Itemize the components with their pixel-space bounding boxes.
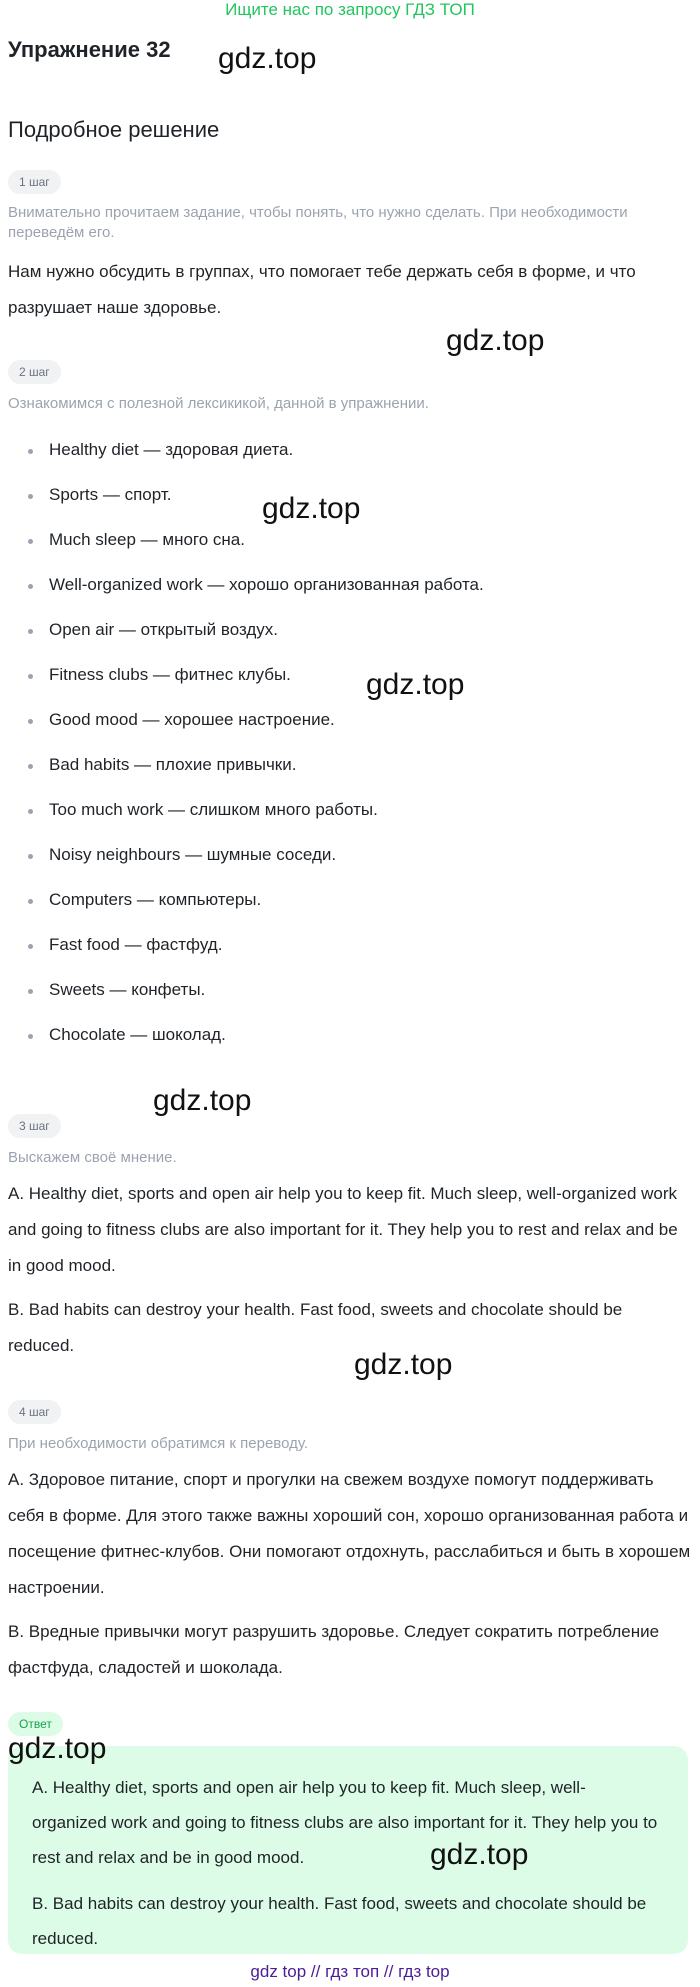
list-item: Sweets — конфеты. <box>8 978 692 1023</box>
step-badge <box>8 360 61 384</box>
watermark-logo: gdz.top <box>354 1348 453 1381</box>
step-4-paragraph-b: B. Вредные привычки могут разрушить здоровье. Следует сократить потребление фастфуда, сладостей и шоколада. <box>8 1622 660 1677</box>
watermark-logo: gdz.top <box>446 324 545 357</box>
step-3-label: 3 шаг <box>8 1114 61 1138</box>
list-item: Chocolate — шоколад. <box>8 1023 692 1068</box>
list-item: Fitness clubs — фитнес клубы. <box>8 663 692 708</box>
solution-title: Подробное решение <box>8 117 220 142</box>
list-item: Too much work — слишком много работы. <box>8 798 692 843</box>
step-badge <box>8 170 61 194</box>
vocabulary-list <box>8 438 692 1068</box>
step-3-hint: Выскажем своё мнение. <box>8 1149 177 1166</box>
watermark-logo: gdz.top <box>218 42 317 75</box>
list-item: Well-organized work — хорошо организованная работа. <box>8 573 692 618</box>
step-2-hint: Ознакомимся с полезной лексикикой, данной в упражнении. <box>8 395 429 412</box>
answer-label: Ответ <box>8 1712 63 1736</box>
step-3-paragraph-b: B. Bad habits can destroy your health. Fast food, sweets and chocolate should be reduced. <box>8 1300 623 1355</box>
footer-links[interactable]: gdz top // гдз топ // гдз top <box>250 1962 450 1981</box>
step-badge <box>8 1114 61 1138</box>
step-4-paragraph-a: А. Здоровое питание, спорт и прогулки на свежем воздухе помогут поддерживать себя в форме. Для этого также важны хороший сон, хорошо организованная работа и посещение фитнес-клубов. Они помогают отдохнуть, расслабиться и быть в хорошем настроении. <box>8 1470 691 1597</box>
answer-paragraph-a: A. Healthy diet, sports and open air help you to keep fit. Much sleep, well-organized work and going to fitness clubs are also important for it. They help you to rest and relax and be in good mood. <box>32 1778 658 1867</box>
list-item: Noisy neighbours — шумные соседи. <box>8 843 692 888</box>
step-1-label: 1 шаг <box>8 170 61 194</box>
exercise-title: Упражнение 32 <box>8 37 171 62</box>
list-item: Fast food — фастфуд. <box>8 933 692 978</box>
watermark-logo: gdz.top <box>430 1838 529 1871</box>
list-item: Bad habits — плохие привычки. <box>8 753 692 798</box>
answer-paragraph-b: B. Bad habits can destroy your health. Fast food, sweets and chocolate should be reduced. <box>32 1894 647 1948</box>
watermark-logo: gdz.top <box>262 492 361 525</box>
list-item: Computers — компьютеры. <box>8 888 692 933</box>
step-1-hint: Внимательно прочитаем задание, чтобы понять, что нужно сделать. При необходимости переведём его. <box>8 204 628 241</box>
list-item: Much sleep — много сна. <box>8 528 692 573</box>
step-4-hint: При необходимости обратимся к переводу. <box>8 1435 309 1452</box>
watermark-logo: gdz.top <box>366 668 465 701</box>
watermark-logo: gdz.top <box>153 1084 252 1117</box>
list-item: Healthy diet — здоровая диета. <box>8 438 692 483</box>
list-item: Sports — спорт. <box>8 483 692 528</box>
list-item: Open air — открытый воздух. <box>8 618 692 663</box>
step-4-label: 4 шаг <box>8 1400 61 1424</box>
promo-banner: Ищите нас по запросу ГДЗ ТОП <box>225 0 475 19</box>
step-1-text: Нам нужно обсудить в группах, что помогает тебе держать себя в форме, и что разрушает наше здоровье. <box>8 262 636 317</box>
step-2-label: 2 шаг <box>8 360 61 384</box>
step-badge <box>8 1400 61 1424</box>
step-3-paragraph-a: A. Healthy diet, sports and open air help you to keep fit. Much sleep, well-organized work and going to fitness clubs are also important for it. They help you to rest and relax and be in good mood. <box>8 1184 678 1275</box>
watermark-logo: gdz.top <box>8 1732 107 1765</box>
list-item: Good mood — хорошее настроение. <box>8 708 692 753</box>
